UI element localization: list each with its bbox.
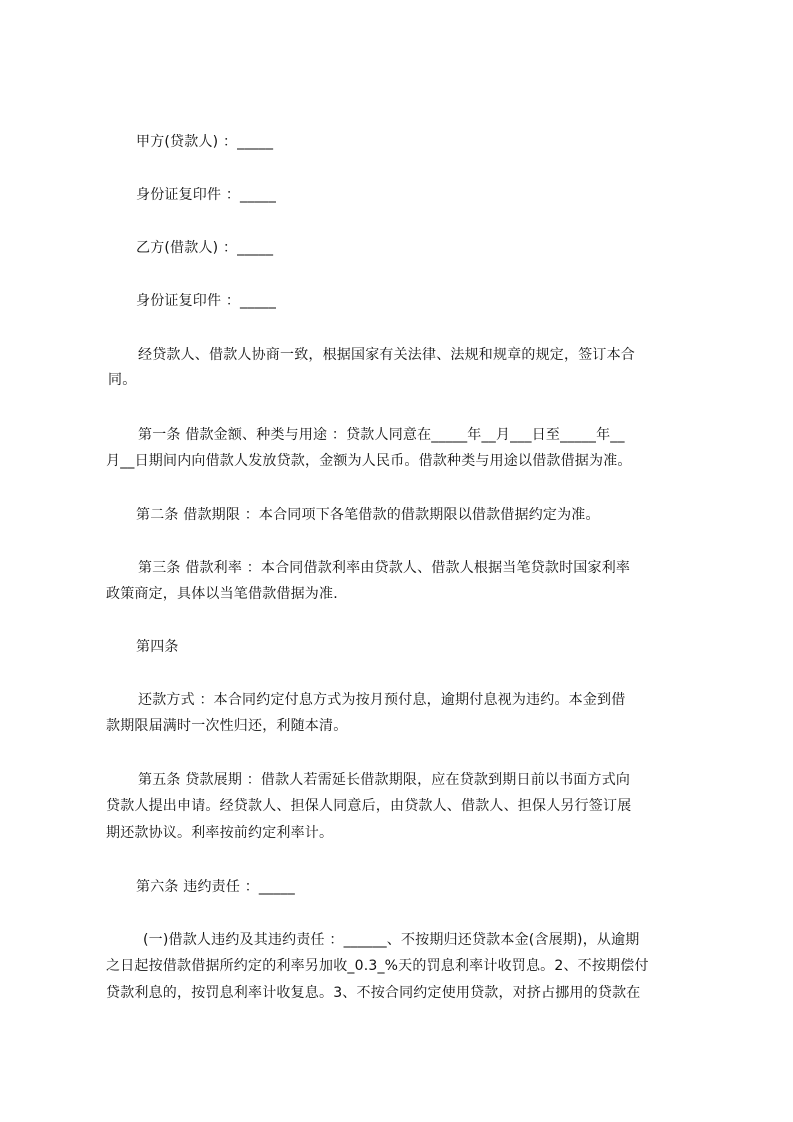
article-6-clause-line: (一)借款人违约及其违约责任 ：______、不按期归还贷款本金(含展期)，从逾期 xyxy=(143,932,640,948)
article-5-line: 期还款协议。利率按前约定利率计。 xyxy=(106,825,334,841)
article-4-line: 款期限届满时一次性归还，利随本清。 xyxy=(106,718,348,734)
article-6-clause-line: 之日起按借款借据所约定的利率另加收_0.3_%天的罚息利率计收罚息。2、不按期偿付 xyxy=(106,958,649,974)
article-6-heading: 第六条 违约责任 ：_____ xyxy=(136,879,295,895)
borrower-id-copy-field: 身份证复印件 ：_____ xyxy=(136,293,277,309)
article-2-line: 第二条 借款期限 ：本合同项下各笔借款的借款期限以借款借据约定为准。 xyxy=(136,507,600,523)
lender-id-copy-field: 身份证复印件 ：_____ xyxy=(136,187,277,203)
article-4-heading: 第四条 xyxy=(136,639,179,655)
article-1-line: 第一条 借款金额、种类与用途 ：贷款人同意在_____年__月___日至_____年__ xyxy=(138,427,625,443)
article-3-line: 政策商定，具体以当笔借款借据为准. xyxy=(106,586,338,602)
borrower-field: 乙方(借款人) ：_____ xyxy=(136,240,274,256)
article-3-line: 第三条 借款利率 ：本合同借款利率由贷款人、借款人根据当笔贷款时国家利率 xyxy=(138,560,631,576)
article-1-line: 月__日期间内向借款人发放贷款，金额为人民币。借款种类与用途以借款借据为准。 xyxy=(106,453,632,469)
article-5-line: 贷款人提出申请。经贷款人、担保人同意后，由贷款人、借款人、担保人另行签订展 xyxy=(106,798,632,814)
article-4-line: 还款方式 ：本合同约定付息方式为按月预付息，逾期付息视为违约。本金到借 xyxy=(138,692,626,708)
preamble-line: 同。 xyxy=(108,372,137,388)
lender-field: 甲方(贷款人) ：_____ xyxy=(136,134,274,150)
preamble-line: 经贷款人、借款人协商一致，根据国家有关法律、法规和规章的规定，签订本合 xyxy=(138,347,635,363)
article-6-clause-line: 贷款利息的，按罚息利率计收复息。3、不按合同约定使用贷款，对挤占挪用的贷款在 xyxy=(106,985,641,1001)
article-5-line: 第五条 贷款展期 ：借款人若需延长借款期限，应在贷款到期日前以书面方式向 xyxy=(138,772,631,788)
